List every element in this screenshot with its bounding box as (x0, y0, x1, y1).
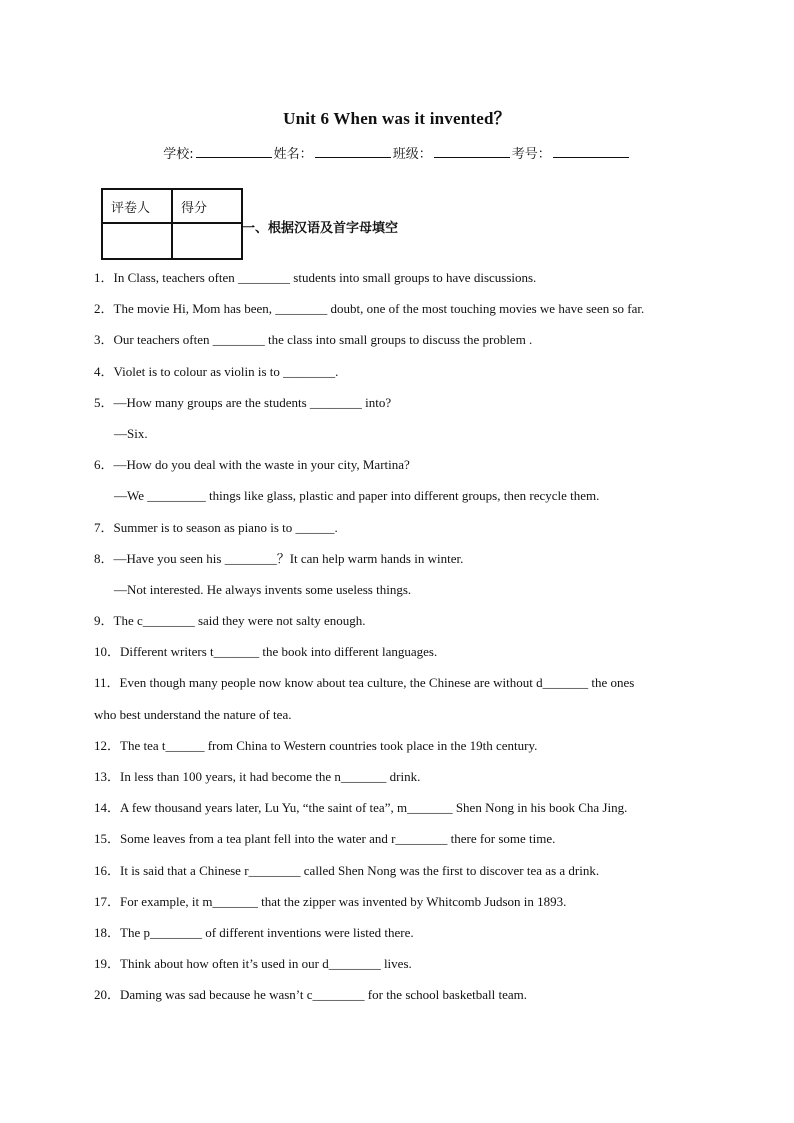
exam-number-blank (553, 147, 629, 158)
question-line: 13．In less than 100 years, it had become the n_______ drink. (94, 769, 421, 784)
question-line: 14．A few thousand years later, Lu Yu, “the saint of tea”, m_______ Shen Nong in his book Cha Jing. (94, 800, 628, 816)
question-line: who best understand the nature of tea. (94, 706, 292, 722)
question-line: 15．Some leaves from a tea plant fell into the water and r________ there for some time. (94, 831, 556, 847)
question-line: 6．—How do you deal with the waste in your city, Martina? (94, 457, 410, 473)
name-blank (315, 147, 391, 158)
grader-cell (102, 223, 172, 259)
school-blank (196, 147, 272, 158)
student-info-line (0, 143, 794, 162)
question-line: 1．In Class, teachers often ________ students into small groups to have discussions. (94, 270, 537, 285)
question-line: 19．Think about how often it’s used in our d________ lives. (94, 956, 412, 972)
section-heading: 一、根据汉语及首字母填空 (242, 221, 399, 236)
question-line: —We _________ things like glass, plastic and paper into different groups, then recycle them. (114, 488, 600, 504)
question-line: 5．—How many groups are the students ________ into? (94, 394, 392, 410)
question-line: 2．The movie Hi, Mom has been, ________ doubt, one of the most touching movies we have seen so far. (94, 301, 645, 317)
question-line: 7．Summer is to season as piano is to ______. (94, 519, 338, 535)
score-label: 得分 (172, 189, 242, 223)
class-blank (434, 147, 510, 158)
question-line: —Not interested. He always invents some useless things. (114, 581, 412, 597)
question-line: 17．For example, it m_______ that the zipper was invented by Whitcomb Judson in 1893. (94, 893, 567, 909)
question-line: 12．The tea t______ from China to Western countries took place in the 19th century. (94, 737, 538, 753)
question-line: 9．The c________ said they were not salty enough. (94, 613, 366, 629)
question-line: 11．Even though many people now know about tea culture, the Chinese are without d_______ the ones (94, 675, 635, 691)
question-line: 4．Violet is to colour as violin is to ________. (94, 363, 339, 379)
score-table (101, 188, 243, 260)
question-line: 10．Different writers t_______ the book into different languages. (94, 644, 438, 660)
class-label: 班级： (392, 147, 432, 162)
question-line: 18．The p________ of different inventions were listed there. (94, 924, 414, 940)
score-cell (172, 223, 242, 259)
grader-label: 评卷人 (102, 189, 172, 223)
page-title: Unit 6 When was it invented？ (283, 109, 511, 128)
school-label: 学校: (163, 147, 194, 162)
question-line: —Six. (114, 425, 148, 441)
question-line: 8．—Have you seen his ________？It can help warm hands in winter. (94, 550, 464, 566)
question-line: 16．It is said that a Chinese r________ called Shen Nong was the first to discover tea as a drink. (94, 862, 600, 878)
exam-number-label: 考号： (511, 147, 551, 162)
name-label: 姓名： (273, 147, 313, 162)
question-list (94, 268, 704, 1017)
question-line: 20．Daming was sad because he wasn’t c________ for the school basketball team. (94, 987, 527, 1003)
question-line: 3．Our teachers often ________ the class into small groups to discuss the problem . (94, 332, 533, 348)
